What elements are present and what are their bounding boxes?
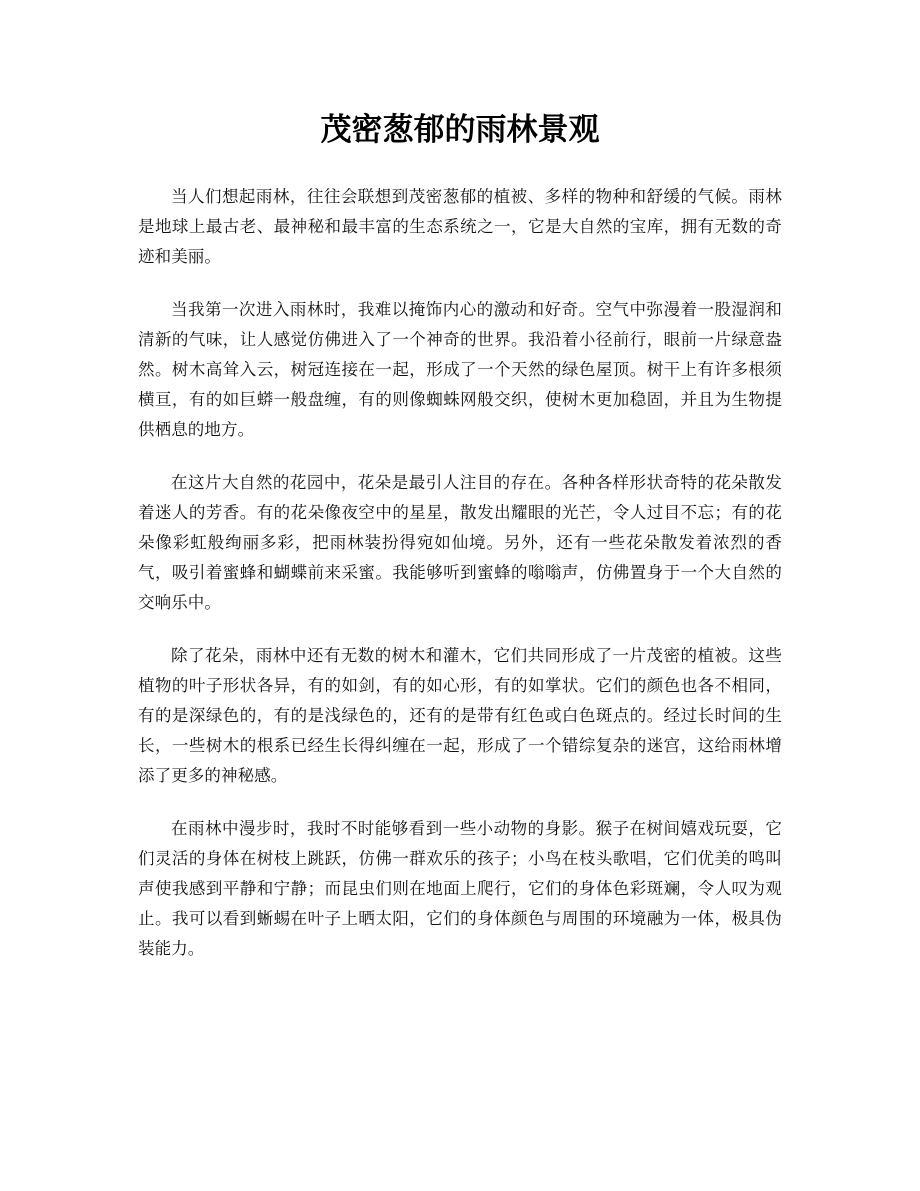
paragraph-4: 除了花朵，雨林中还有无数的树木和灌木，它们共同形成了一片茂密的植被。这些植物的叶子形状各异，有的如剑，有的如心形，有的如掌状。它们的颜色也各不相同，有的是深绿色的，有的是浅绿色的，还有的是带有红色或白色斑点的。经过长时间的生长，一些树木的根系已经生长得纠缠在一起，形成了一个错综复杂的迷宫，这给雨林增添了更多的神秘感。 [138, 646, 782, 785]
paragraph-3: 在这片大自然的花园中，花朵是最引人注目的存在。各种各样形状奇特的花朵散发着迷人的芳香。有的花朵像夜空中的星星，散发出耀眼的光芒，令人过目不忘；有的花朵像彩虹般绚丽多彩，把雨林装扮得宛如仙境。另外，还有一些花朵散发着浓烈的香气，吸引着蜜蜂和蝴蝶前来采蜜。我能够听到蜜蜂的嗡嗡声，仿佛置身于一个大自然的交响乐中。 [138, 473, 782, 612]
paragraph-2: 当我第一次进入雨林时，我难以掩饰内心的激动和好奇。空气中弥漫着一股湿润和清新的气味，让人感觉仿佛进入了一个神奇的世界。我沿着小径前行，眼前一片绿意盎然。树木高耸入云，树冠连接在一起，形成了一个天然的绿色屋顶。树干上有许多根须横亘，有的如巨蟒一般盘缠，有的则像蜘蛛网般交织，使树木更加稳固，并且为生物提供栖息的地方。 [138, 300, 782, 439]
document-body [138, 182, 782, 987]
paragraph-1: 当人们想起雨林，往往会联想到茂密葱郁的植被、多样的物种和舒缓的气候。雨林是地球上最古老、最神秘和最丰富的生态系统之一，它是大自然的宝库，拥有无数的奇迹和美丽。 [138, 187, 782, 266]
paragraph-5: 在雨林中漫步时，我时不时能够看到一些小动物的身影。猴子在树间嬉戏玩耍，它们灵活的身体在树枝上跳跃，仿佛一群欢乐的孩子；小鸟在枝头歌唱，它们优美的鸣叫声使我感到平静和宁静；而昆虫们则在地面上爬行，它们的身体色彩斑斓，令人叹为观止。我可以看到蜥蜴在叶子上晒太阳，它们的身体颜色与周围的环境融为一体，极具伪装能力。 [138, 819, 782, 958]
document-title: 茂密葱郁的雨林景观 [320, 112, 600, 148]
